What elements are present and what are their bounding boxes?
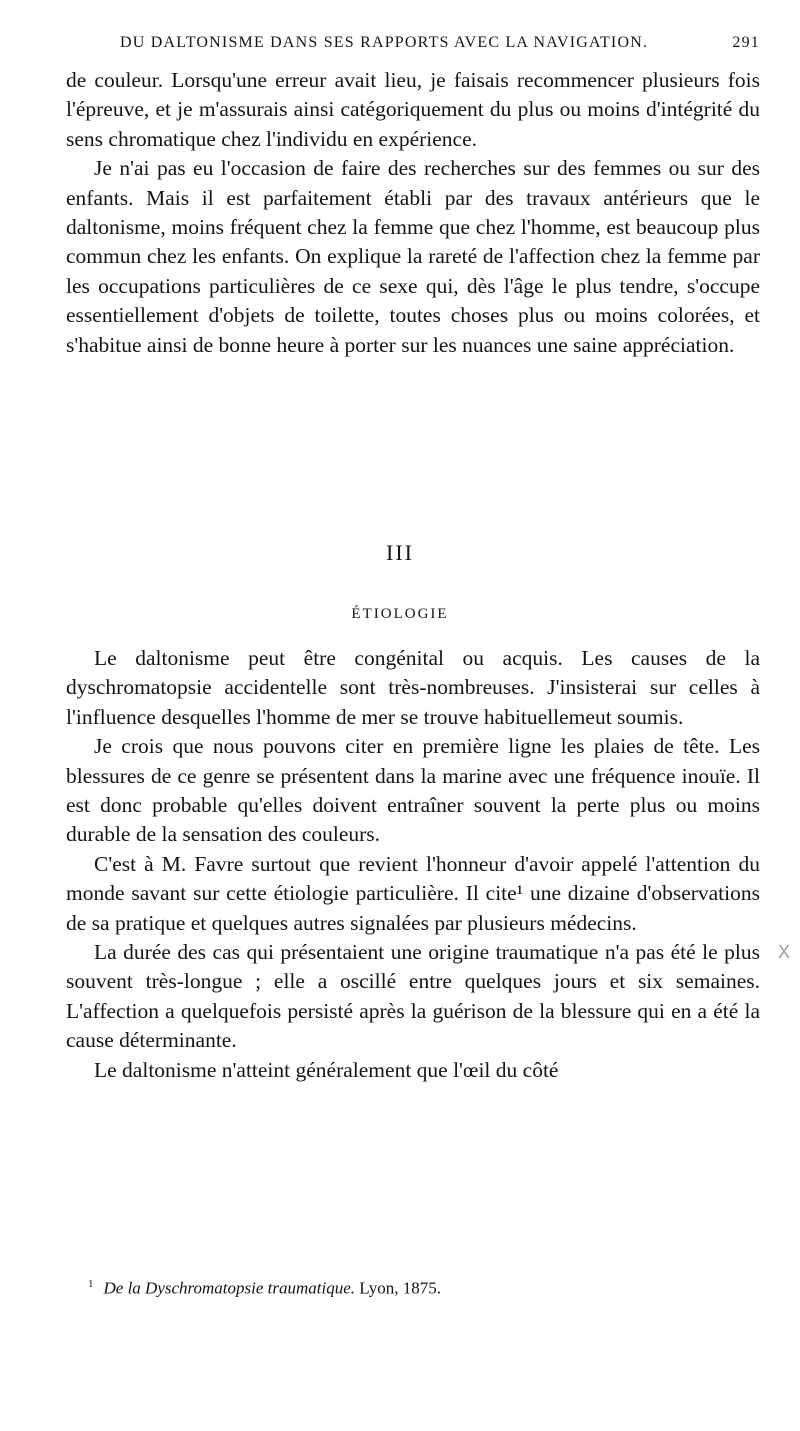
- paragraph: Le daltonisme peut être congénital ou acquis. Les causes de la dyschromatopsie accidentelle sont très-nombreuses. J'insisterai sur celles à l'influence desquelles l'homme de mer se trouve habituellemeut soumis.: [66, 646, 760, 729]
- paragraph: Le daltonisme n'atteint généralement que l'œil du côté: [94, 1057, 559, 1082]
- paragraph: de couleur. Lorsqu'une erreur avait lieu, je faisais recommencer plusieurs fois l'épreuve, et je m'assurais ainsi catégoriquement du plus ou moins d'intégrité du sens chromatique chez l'individu en expérience.: [66, 68, 760, 151]
- margin-mark: X: [778, 942, 791, 962]
- page-number: 291: [732, 34, 760, 51]
- running-title: DU DALTONISME DANS SES RAPPORTS AVEC LA NAVIGATION.: [120, 34, 649, 51]
- paragraph: Je crois que nous pouvons citer en première ligne les plaies de tête. Les blessures de ce genre se présentent dans la marine avec une fréquence inouïe. Il est donc probable qu'elles doivent entraîner souvent la perte plus ou moins durable de la sensation des couleurs.: [66, 734, 760, 847]
- body-text-bottom: [66, 644, 760, 1085]
- footnote-publication: Lyon, 1875.: [355, 1278, 441, 1298]
- section-number: III: [386, 540, 414, 565]
- section-title: ÉTIOLOGIE: [351, 606, 449, 622]
- paragraph: Je n'ai pas eu l'occasion de faire des recherches sur des femmes ou sur des enfants. Mais il est parfaitement établi par des travaux antérieurs que le daltonisme, moins fréquent chez la femme que chez l'homme, est beaucoup plus commun chez les enfants. On explique la rareté de l'affection chez la femme par les occupations particulières de ce sexe qui, dès l'âge le plus tendre, s'occupe essentiellement d'objets de toilette, toutes choses plus ou moins colorées, et s'habitue ainsi de bonne heure à porter sur les nuances une saine appréciation.: [66, 156, 760, 357]
- paragraph: La durée des cas qui présentaient une origine traumatique n'a pas été le plus souvent très-longue ; elle a oscillé entre quelques jours et six semaines. L'affection a quelquefois persisté après la guérison de la blessure qui en a été la cause déterminante.: [66, 940, 760, 1053]
- paragraph: C'est à M. Favre surtout que revient l'honneur d'avoir appelé l'attention du monde savant sur cette étiologie particulière. Il cite¹ une dizaine d'observations de sa pratique et quelques autres signalées par plusieurs médecins.: [66, 851, 760, 935]
- footnote-book-title: De la Dyschromatopsie traumatique.: [103, 1278, 356, 1298]
- footnote-marker: 1: [88, 1278, 94, 1290]
- running-header: [120, 34, 760, 60]
- body-text-top: [66, 66, 760, 360]
- footnote: [88, 1278, 760, 1299]
